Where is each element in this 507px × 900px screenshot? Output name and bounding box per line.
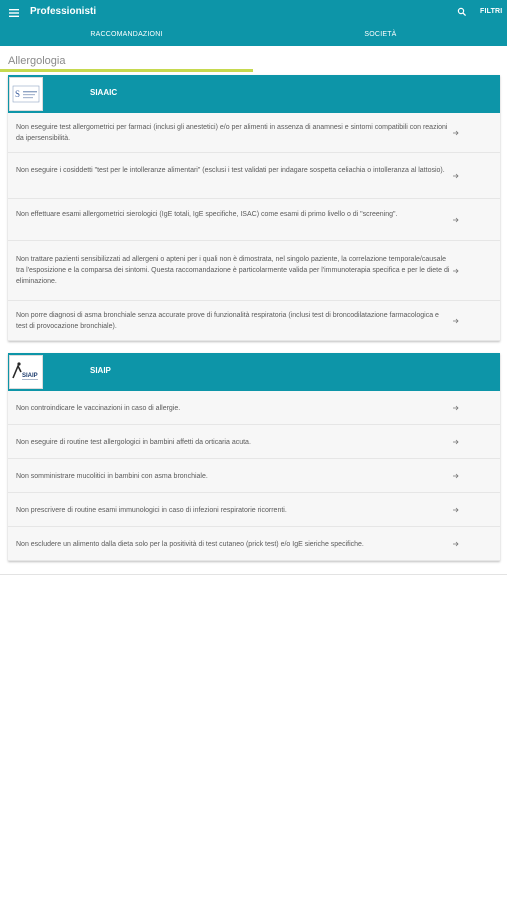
society-logo (9, 355, 43, 389)
recommendation-text: Non eseguire di routine test allergologici in bambini affetti da orticaria acuta. (16, 439, 251, 446)
society-name: SIAAIC (90, 88, 118, 97)
arrow-right-icon (452, 506, 460, 514)
arrow-right-icon (452, 472, 460, 480)
arrow-right-icon (452, 267, 460, 275)
arrow-right-icon (452, 540, 460, 548)
recommendation-item[interactable] (8, 527, 500, 561)
recommendation-text: Non somministrare mucolitici in bambini con asma bronchiale. (16, 473, 208, 480)
society-header[interactable] (8, 75, 500, 113)
recommendation-text: Non controindicare le vaccinazioni in caso di allergie. (16, 405, 181, 412)
recommendation-text: Non escludere un alimento dalla dieta solo per la positività di test cutaneo (prick test) e/o IgE sieriche specifiche. (16, 541, 364, 548)
society-card-siaaic (8, 75, 500, 341)
tab-societa[interactable]: SOCIETÀ (364, 31, 397, 38)
recommendation-item[interactable] (8, 301, 500, 341)
divider (0, 574, 507, 575)
recommendation-item[interactable] (8, 199, 500, 241)
society-logo (9, 77, 43, 111)
arrow-right-icon (452, 216, 460, 224)
recommendation-text: Non effettuare esami allergometrici sierologici (IgE totali, IgE specifiche, ISAC) come esami di primo livello o di "screening". (16, 211, 398, 218)
recommendation-item[interactable] (8, 391, 500, 425)
society-name: SIAIP (90, 366, 111, 375)
recommendation-text: Non eseguire test allergometrici per farmaci (inclusi gli anestetici) e/o per alimenti in assenza di anamnesi e sintomi compatibili con reazioni da ipersensibilità. (16, 124, 448, 142)
filter-button[interactable]: FILTRI (480, 8, 503, 15)
menu-icon[interactable] (8, 7, 20, 19)
recommendation-item[interactable] (8, 425, 500, 459)
society-header[interactable] (8, 353, 500, 391)
arrow-right-icon (452, 317, 460, 325)
section-title: Allergologia (8, 55, 66, 67)
arrow-right-icon (452, 172, 460, 180)
recommendation-item[interactable] (8, 493, 500, 527)
recommendation-text: Non prescrivere di routine esami immunologici in caso di infezioni respiratorie ricorrenti. (16, 507, 287, 514)
recommendation-text: Non porre diagnosi di asma bronchiale senza accurate prove di funzionalità respiratoria (inclusi test di broncodilatazione farmacologica e test di provocazione bronchiale). (16, 312, 439, 330)
recommendation-item[interactable] (8, 241, 500, 301)
tab-indicator (0, 69, 253, 72)
tab-bar (0, 26, 507, 46)
svg-text:SIAIP: SIAIP (22, 373, 38, 379)
recommendation-text: Non trattare pazienti sensibilizzati ad allergeni o apteni per i quali non è dimostrata, nel singolo paziente, la correlazione temporale/causale tra l'esposizione e la comparsa dei sintomi. Questa raccomandazione è particolarmente valida per l'immunoterapia specifica e per le diete di eliminazione. (16, 256, 450, 285)
page-title: Professionisti (30, 6, 97, 17)
search-icon[interactable] (457, 7, 467, 17)
recommendation-item[interactable] (8, 113, 500, 153)
recommendation-item[interactable] (8, 459, 500, 493)
tab-raccomandazioni[interactable]: RACCOMANDAZIONI (90, 31, 163, 38)
society-card-siaip (8, 353, 500, 561)
arrow-right-icon (452, 129, 460, 137)
app-bar (0, 0, 507, 26)
recommendation-text: Non eseguire i cosiddetti "test per le intolleranze alimentari" (esclusi i test validati per indagare sospetta celiachia o intolleranza al lattosio). (16, 167, 445, 174)
svg-text:S: S (15, 89, 21, 99)
recommendation-item[interactable] (8, 153, 500, 199)
arrow-right-icon (452, 438, 460, 446)
arrow-right-icon (452, 404, 460, 412)
